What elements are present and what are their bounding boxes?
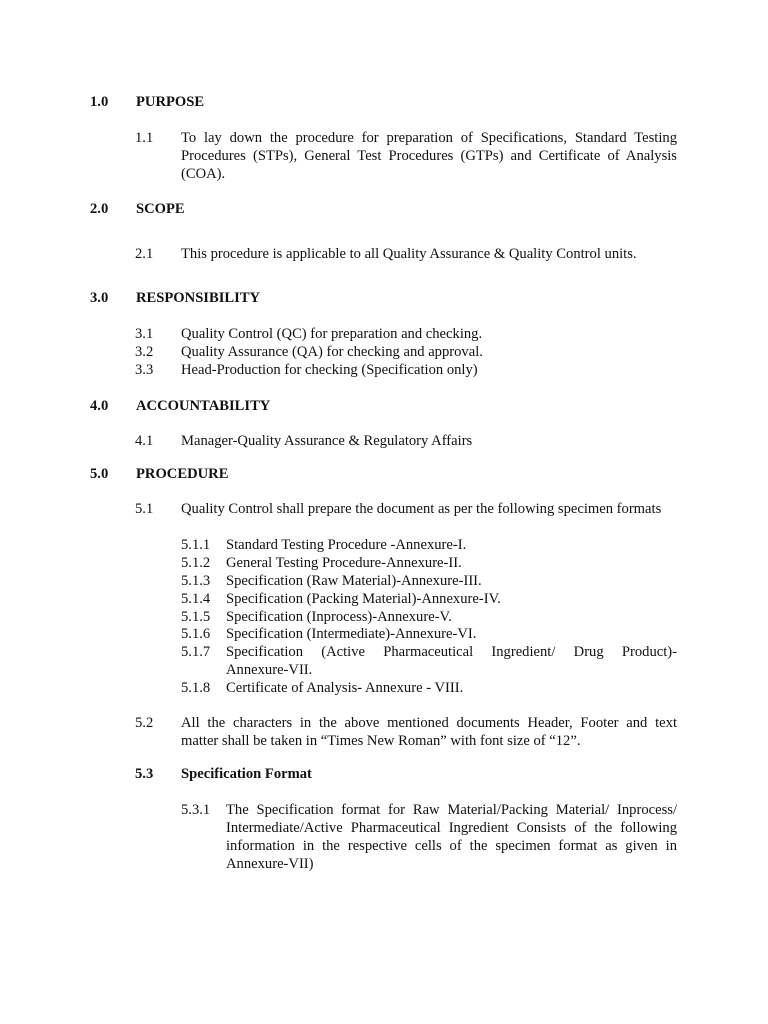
clause-number: 3.3 — [135, 362, 154, 378]
clause-5-3 — [135, 765, 677, 783]
annexure-number: 5.1.2 — [181, 555, 211, 571]
annexure-line: Specification (Active Pharmaceutical Ingredient/ Drug Product)- — [226, 644, 677, 660]
annexure-text: Specification (Intermediate)-Annexure-VI. — [226, 626, 477, 642]
annexure-number: 5.1.6 — [181, 626, 211, 642]
annexure-item — [181, 608, 677, 626]
annexure-number: 5.1.3 — [181, 573, 211, 589]
clause-number: 5.1 — [135, 501, 154, 517]
section-title: PROCEDURE — [136, 466, 229, 482]
clause-line: (COA). — [181, 166, 226, 182]
section-number: 1.0 — [90, 94, 109, 110]
subsection-title: Specification Format — [181, 766, 312, 782]
clause-line: To lay down the procedure for preparation of Specifications, Standard Testing — [181, 130, 677, 146]
annexure-item — [181, 536, 677, 554]
clause-line: All the characters in the above mentioned documents Header, Footer and text — [181, 715, 677, 731]
clause-1-1 — [135, 129, 677, 183]
clause-line: Procedures (STPs), General Test Procedures (GTPs) and Certificate of Analysis — [181, 148, 677, 164]
section-number: 4.0 — [90, 398, 109, 414]
clause-5-3-1 — [181, 801, 677, 873]
clause-text: Head-Production for checking (Specification only) — [181, 362, 478, 378]
annexure-text: Specification (Packing Material)-Annexure-IV. — [226, 591, 501, 607]
section-title: ACCOUNTABILITY — [136, 398, 271, 414]
section-title: SCOPE — [136, 201, 185, 217]
clause-text: Quality Assurance (QA) for checking and approval. — [181, 344, 483, 360]
annexure-number: 5.1.8 — [181, 680, 211, 696]
clause-line: Intermediate/Active Pharmaceutical Ingredient Consists of the following — [226, 820, 677, 836]
clause-3-3 — [135, 361, 677, 379]
clause-text: Manager-Quality Assurance & Regulatory Affairs — [181, 433, 473, 449]
section-title: RESPONSIBILITY — [136, 290, 261, 306]
section-heading-purpose — [90, 93, 204, 111]
clause-5-2 — [135, 714, 677, 750]
clause-number: 4.1 — [135, 433, 154, 449]
section-heading-accountability — [90, 397, 270, 415]
clause-number: 5.3 — [135, 766, 154, 782]
clause-3-1 — [135, 325, 677, 343]
annexure-text: Standard Testing Procedure -Annexure-I. — [226, 537, 467, 553]
clause-5-1 — [135, 500, 677, 518]
annexure-item — [181, 590, 677, 608]
annexure-number: 5.1.7 — [181, 644, 211, 660]
clause-line: matter shall be taken in “Times New Roman” with font size of “12”. — [181, 733, 581, 749]
annexure-number: 5.1.1 — [181, 537, 211, 553]
annexure-line: Annexure-VII. — [226, 662, 313, 678]
clause-number: 3.2 — [135, 344, 154, 360]
section-number: 3.0 — [90, 290, 109, 306]
annexure-text: Specification (Raw Material)-Annexure-III. — [226, 573, 482, 589]
clause-line: information in the respective cells of the specimen format as given in — [226, 838, 677, 854]
annexure-number: 5.1.5 — [181, 609, 211, 625]
section-number: 2.0 — [90, 201, 109, 217]
clause-number: 5.3.1 — [181, 802, 211, 818]
annexure-item — [181, 679, 677, 697]
section-heading-procedure — [90, 465, 228, 483]
clause-number: 3.1 — [135, 326, 154, 342]
clause-2-1 — [135, 245, 677, 263]
clause-3-2 — [135, 343, 677, 361]
annexure-text: General Testing Procedure-Annexure-II. — [226, 555, 462, 571]
clause-number: 1.1 — [135, 130, 154, 146]
clause-line: The Specification format for Raw Material/Packing Material/ Inprocess/ — [226, 802, 677, 818]
annexure-item — [181, 625, 677, 643]
section-heading-responsibility — [90, 289, 260, 307]
annexure-number: 5.1.4 — [181, 591, 211, 607]
clause-number: 2.1 — [135, 246, 154, 262]
clause-line: Annexure-VII) — [226, 856, 314, 872]
annexure-text: Specification (Inprocess)-Annexure-V. — [226, 609, 452, 625]
annexure-item — [181, 643, 677, 679]
annexure-text: Certificate of Analysis- Annexure - VIII. — [226, 680, 464, 696]
clause-4-1 — [135, 432, 677, 450]
clause-text: Quality Control shall prepare the document as per the following specimen formats — [181, 501, 662, 517]
clause-text: Quality Control (QC) for preparation and checking. — [181, 326, 483, 342]
annexure-item — [181, 572, 677, 590]
annexure-item — [181, 554, 677, 572]
clause-number: 5.2 — [135, 715, 154, 731]
section-title: PURPOSE — [136, 94, 205, 110]
section-number: 5.0 — [90, 466, 109, 482]
section-heading-scope — [90, 200, 185, 218]
clause-text: This procedure is applicable to all Quality Assurance & Quality Control units. — [181, 246, 637, 262]
